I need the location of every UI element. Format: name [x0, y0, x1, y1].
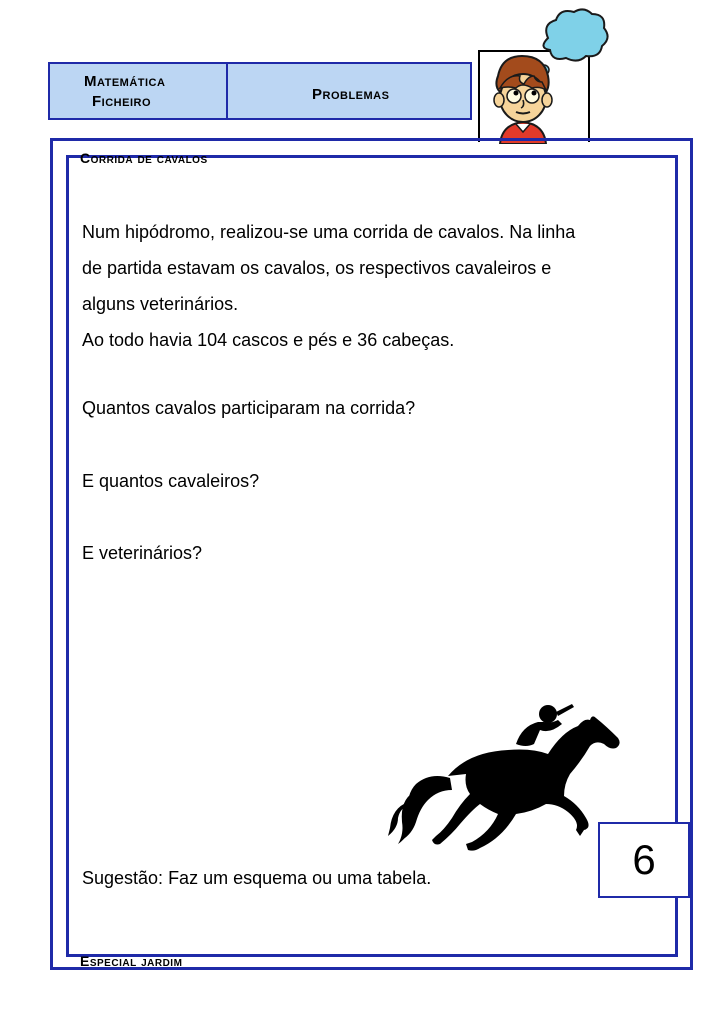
card-number: 6 [632, 836, 656, 883]
paragraph-line: Num hipódromo, realizou-se uma corrida de cavalos. Na linha [82, 222, 576, 242]
question-vets: E veterinários? [82, 543, 203, 563]
paragraph-line: de partida estavam os cavalos, os respectivos cavaleiros e [82, 258, 552, 278]
question-riders: E quantos cavaleiros? [82, 471, 260, 491]
problem-paragraph [82, 214, 662, 358]
thinking-boy-icon [478, 8, 618, 144]
footer-label: Especial jardim [80, 953, 183, 969]
worksheet-title: Corrida de cavalos [80, 150, 208, 166]
card-number-box [598, 822, 690, 898]
subject-label [84, 72, 165, 112]
subject-line-1: Matemática [84, 73, 166, 90]
subject-line-2: Ficheiro [92, 93, 151, 110]
header-box [48, 62, 472, 120]
paragraph-line: alguns veterinários. [82, 294, 239, 314]
category-label: Problemas [312, 86, 390, 103]
hint-text: Sugestão: Faz um esquema ou uma tabela. [82, 868, 432, 888]
header-divider [226, 64, 228, 118]
question-horses: Quantos cavalos participaram na corrida? [82, 398, 416, 418]
paragraph-line: Ao todo havia 104 cascos e pés e 36 cabeças. [82, 330, 455, 350]
